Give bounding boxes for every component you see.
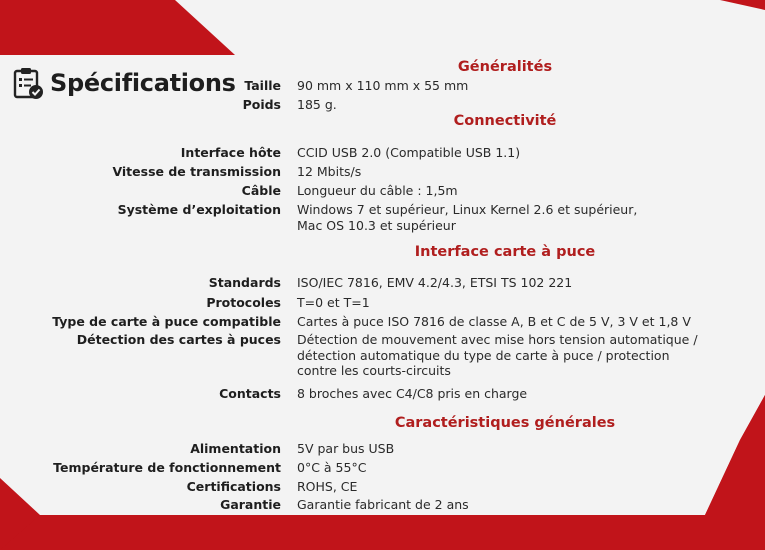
spec-label: Alimentation (190, 441, 281, 456)
spec-value: ISO/IEC 7816, EMV 4.2/4.3, ETSI TS 102 221 (297, 275, 573, 290)
section-header-caracteristiques: Caractéristiques générales (394, 415, 616, 431)
spec-label: Température de fonctionnement (53, 460, 281, 475)
spec-label: Détection des cartes à puces (76, 332, 281, 347)
spec-value: 12 Mbits/s (297, 164, 362, 179)
spec-label: Type de carte à puce compatible (52, 314, 281, 329)
section-header-interface-carte: Interface carte à puce (414, 244, 596, 260)
spec-label: Poids (242, 97, 281, 112)
spec-value: T=0 et T=1 (297, 295, 370, 310)
spec-value: 8 broches avec C4/C8 pris en charge (297, 386, 528, 401)
spec-label: Standards (208, 275, 281, 290)
spec-value: Cartes à puce ISO 7816 de classe A, B et C de 5 V, 3 V et 1,8 V (297, 314, 691, 329)
section-header-connectivite: Connectivité (453, 113, 557, 129)
spec-value: Longueur du câble : 1,5m (297, 183, 458, 198)
spec-label: Taille (244, 78, 281, 93)
spec-value: CCID USB 2.0 (Compatible USB 1.1) (297, 145, 521, 160)
spec-label: Vitesse de transmission (112, 164, 281, 179)
spec-value: 5V par bus USB (297, 441, 395, 456)
spec-label: Câble (241, 183, 281, 198)
section-header-generalites: Généralités (457, 59, 553, 75)
spec-label: Protocoles (206, 295, 281, 310)
spec-value: Garantie fabricant de 2 ans (297, 497, 469, 512)
spec-label: Système d’exploitation (117, 202, 281, 217)
spec-value: 0°C à 55°C (297, 460, 367, 475)
spec-value: ROHS, CE (297, 479, 358, 494)
title-block (12, 66, 236, 100)
spec-value: Détection de mouvement avec mise hors tension automatique / détection automatique du type de carte à puce / protection contre les courts-circuits (297, 332, 698, 378)
spec-value: 90 mm x 110 mm x 55 mm (297, 78, 469, 93)
page-title: Spécifications (50, 69, 236, 97)
spec-label: Interface hôte (180, 145, 281, 160)
spec-value: 185 g. (297, 97, 337, 112)
spec-value: Windows 7 et supérieur, Linux Kernel 2.6 et supérieur, Mac OS 10.3 et supérieur (297, 202, 638, 233)
clipboard-check-icon (12, 66, 44, 100)
spec-label: Contacts (219, 386, 281, 401)
spec-label: Garantie (220, 497, 281, 512)
spec-label: Certifications (186, 479, 281, 494)
